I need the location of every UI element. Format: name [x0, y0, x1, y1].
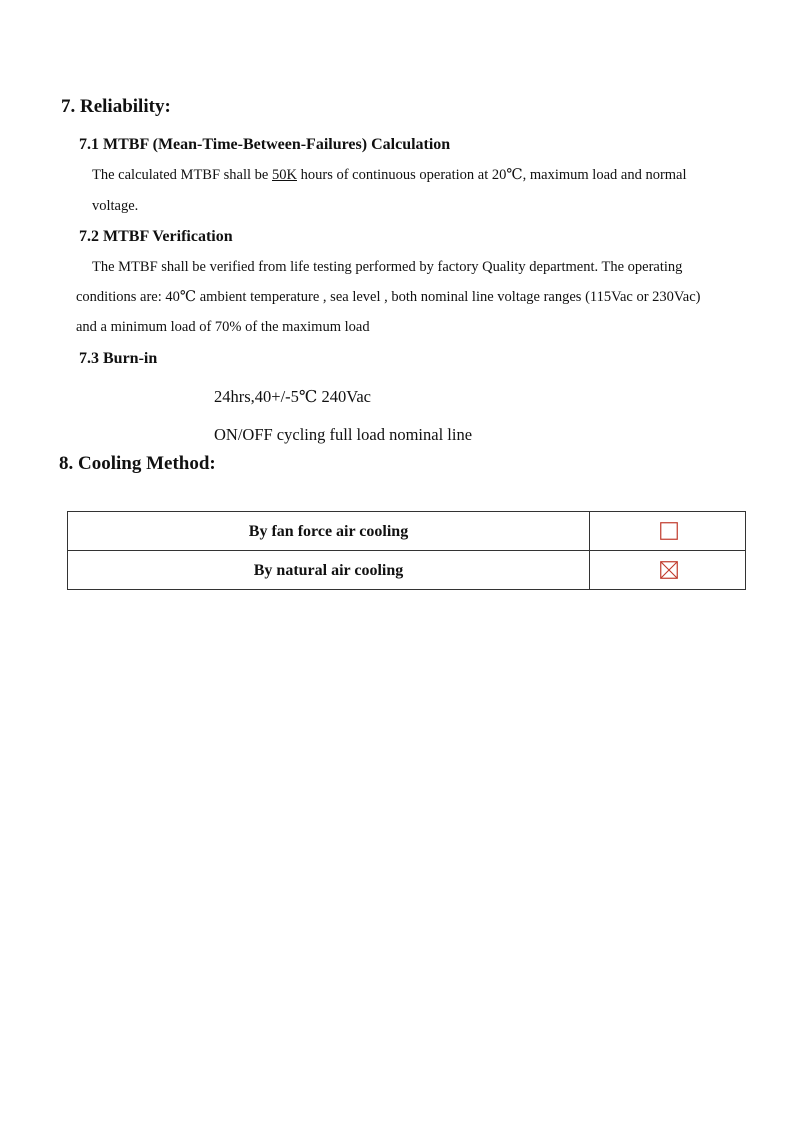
- subsection-7-3-heading: 7.3 Burn-in: [79, 350, 158, 367]
- subsection-7-1-heading: 7.1 MTBF (Mean-Time-Between-Failures) Calculation: [79, 136, 451, 153]
- burn-in-line-1: 24hrs,40+/-5℃ 240Vac: [214, 387, 371, 406]
- mtbf-verification-line-3: and a minimum load of 70% of the maximum load: [76, 319, 370, 335]
- mtbf-verification-line-2: conditions are: 40℃ ambient temperature , sea level , both nominal line voltage ranges (115Vac or 230Vac): [76, 289, 701, 305]
- mtbf-value: 50K: [272, 167, 297, 183]
- burn-in-line-2: ON/OFF cycling full load nominal line: [214, 425, 473, 444]
- table-row: [68, 551, 746, 590]
- checkbox-empty-icon: [660, 522, 678, 540]
- cooling-option-label: By fan force air cooling: [68, 512, 590, 551]
- subsection-7-2-heading: 7.2 MTBF Verification: [79, 228, 233, 245]
- cooling-option-check-cell: [590, 551, 746, 590]
- section-7-heading: 7. Reliability:: [61, 96, 171, 117]
- section-8-heading: 8. Cooling Method:: [59, 453, 216, 474]
- mtbf-calc-line-1-pre: The calculated MTBF shall be: [92, 167, 272, 183]
- mtbf-calc-line-1-post: hours of continuous operation at 20℃, maximum load and normal: [296, 167, 687, 183]
- mtbf-calc-line-2: voltage.: [92, 198, 139, 214]
- cooling-option-label: By natural air cooling: [68, 551, 590, 590]
- checkbox-crossed-icon: [660, 561, 678, 579]
- cooling-method-table: [67, 511, 746, 590]
- cooling-option-check-cell: [590, 512, 746, 551]
- table-row: [68, 512, 746, 551]
- mtbf-verification-line-1: The MTBF shall be verified from life testing performed by factory Quality department. The operating: [92, 259, 683, 275]
- mtbf-calc-line-1: [92, 167, 687, 184]
